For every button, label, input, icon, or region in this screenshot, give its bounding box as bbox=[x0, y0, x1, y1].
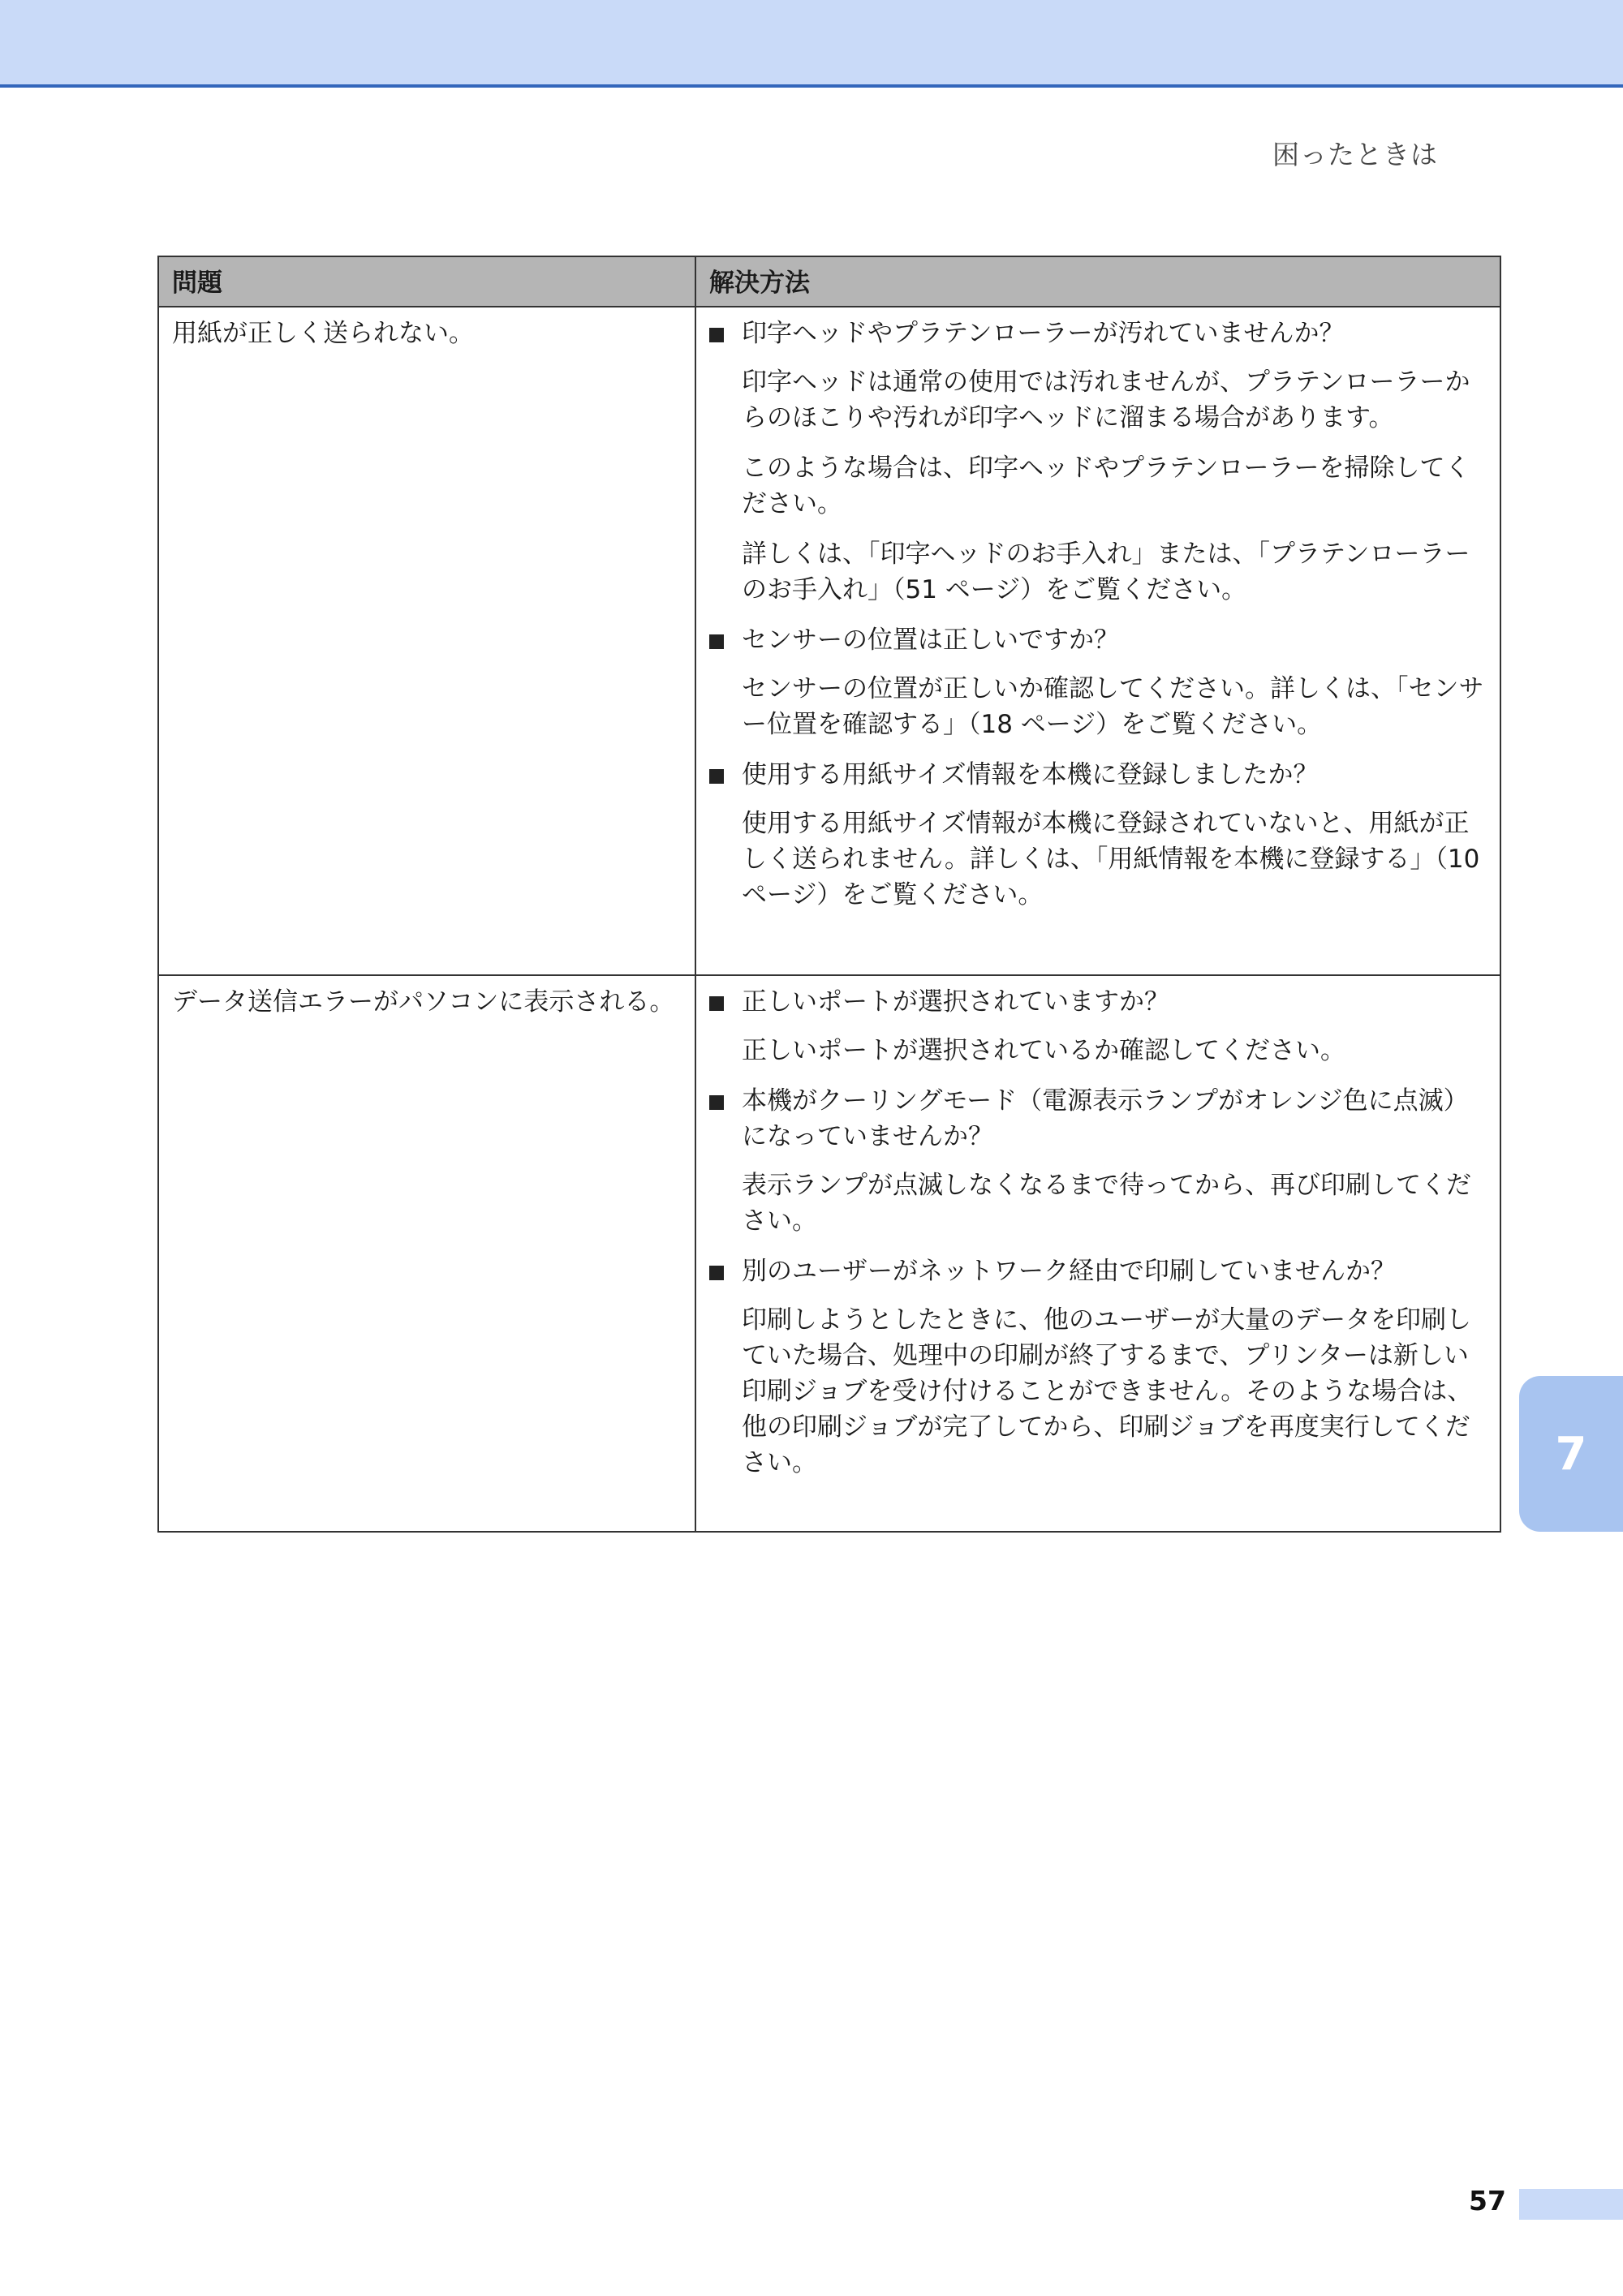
solution-detail: 印刷しようとしたときに、他のユーザーが大量のデータを印刷していた場合、処理中の印刷が終了するまで、プリンターは新しい印刷ジョブを受け付けることができません。そのような場合は、他の印刷ジョブが完了してから、印刷ジョブを再度実行してください。 bbox=[742, 1305, 1473, 1477]
column-header-problem: 問題 bbox=[158, 256, 695, 307]
solution-question: センサーの位置は正しいですか？ bbox=[742, 626, 1119, 655]
table-row bbox=[158, 307, 1500, 975]
table-row bbox=[158, 975, 1500, 1532]
solution-item bbox=[709, 757, 1487, 793]
solution-detail: 正しいポートが選択されているか確認してください。 bbox=[742, 1036, 1345, 1065]
solution-question: 使用する用紙サイズ情報を本機に登録しましたか？ bbox=[742, 760, 1319, 789]
solution-detail: 使用する用紙サイズ情報が本機に登録されていないと、用紙が正しく送られません。詳しくは、「用紙情報を本機に登録する」（10 ページ）をご覧ください。 bbox=[742, 809, 1480, 909]
chapter-tab: 7 bbox=[1519, 1376, 1623, 1532]
solution-item bbox=[709, 1083, 1487, 1154]
solution-item bbox=[709, 984, 1487, 1020]
solution-item bbox=[709, 1253, 1487, 1289]
column-header-solution: 解決方法 bbox=[695, 256, 1500, 307]
solution-question: 正しいポートが選択されていますか？ bbox=[742, 987, 1169, 1017]
problem-cell: 用紙が正しく送られない。 bbox=[158, 307, 695, 975]
solution-detail: このような場合は、印字ヘッドやプラテンローラーを掃除してください。 bbox=[742, 454, 1470, 518]
solution-question: 別のユーザーがネットワーク経由で印刷していませんか？ bbox=[742, 1257, 1396, 1286]
square-bullet-icon bbox=[709, 328, 730, 351]
header-band bbox=[0, 0, 1623, 88]
solution-cell bbox=[695, 307, 1500, 975]
square-bullet-icon bbox=[709, 996, 730, 1020]
page-number-bar bbox=[1519, 2189, 1623, 2220]
solution-item bbox=[709, 622, 1487, 658]
troubleshooting-table bbox=[157, 256, 1501, 1533]
solution-question: 本機がクーリングモード（電源表示ランプがオレンジ色に点滅）になっていませんか？ bbox=[742, 1086, 1469, 1151]
solution-detail: 印字ヘッドは通常の使用では汚れませんが、プラテンローラーからのほこりや汚れが印字ヘッドに溜まる場合があります。 bbox=[742, 368, 1470, 432]
solution-question: 印字ヘッドやプラテンローラーが汚れていませんか？ bbox=[742, 319, 1345, 348]
square-bullet-icon bbox=[709, 634, 730, 658]
problem-cell: データ送信エラーがパソコンに表示される。 bbox=[158, 975, 695, 1532]
solution-detail: センサーの位置が正しいか確認してください。詳しくは、「センサー位置を確認する」（18 ページ）をご覧ください。 bbox=[742, 674, 1484, 739]
page-number: 57 bbox=[1469, 2185, 1506, 2216]
solution-detail: 表示ランプが点滅しなくなるまで待ってから、再び印刷してください。 bbox=[742, 1171, 1471, 1236]
chapter-title: 困ったときは bbox=[1272, 139, 1438, 170]
square-bullet-icon bbox=[709, 769, 730, 793]
table-header-row bbox=[158, 256, 1500, 307]
square-bullet-icon bbox=[709, 1095, 730, 1154]
square-bullet-icon bbox=[709, 1266, 730, 1289]
solution-detail: 詳しくは、「印字ヘッドのお手入れ」または、「プラテンローラーのお手入れ」（51 ページ）をご覧ください。 bbox=[742, 540, 1470, 604]
solution-cell bbox=[695, 975, 1500, 1532]
solution-item bbox=[709, 316, 1487, 351]
